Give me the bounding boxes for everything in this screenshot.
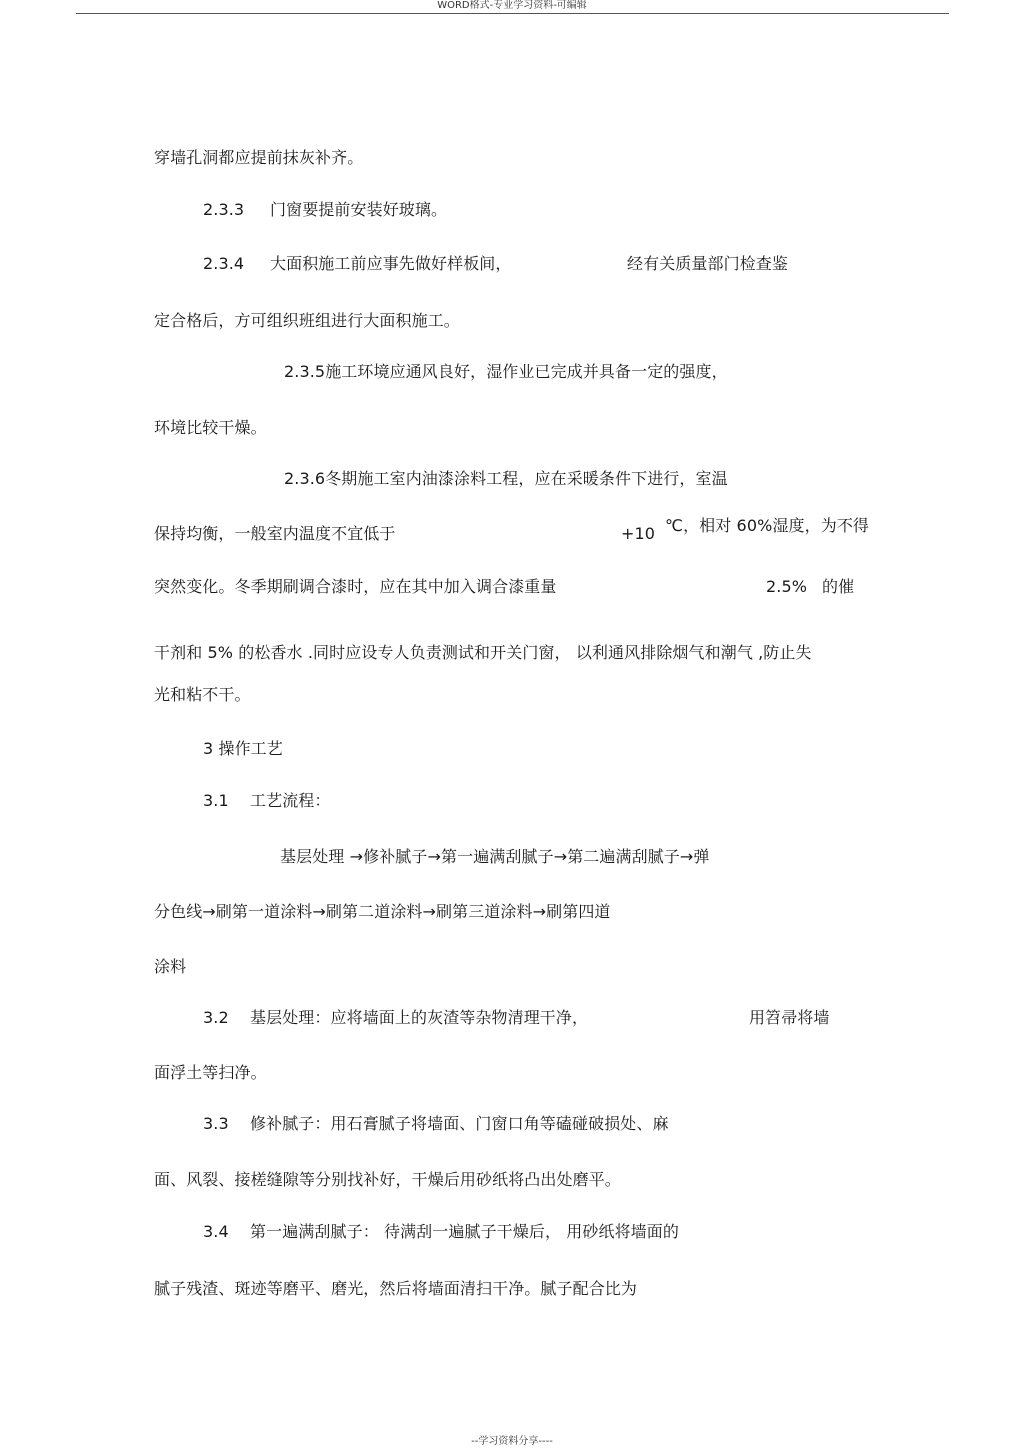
text-line-16: 涂料 (154, 957, 187, 976)
text-line-10: 干剂和 5% 的松香水 .同时应设专人负责测试和开关门窗， 以利通风排除烟气和潮气 ,防止失 (154, 643, 812, 662)
page-footer-text: --学习资料分享---- (471, 1436, 553, 1447)
text-line-8a: 保持均衡，一般室内温度不宜低于 (154, 524, 396, 543)
text-line-19: 修补腻子：用石膏腻子将墙面、门窗口角等磕碰破损处、麻 (250, 1114, 669, 1133)
text-line-15: 分色线→刷第一道涂料→刷第二道涂料→刷第三道涂料→刷第四道 (154, 902, 611, 921)
text-line-9a: 突然变化。冬季期刷调合漆时，应在其中加入调合漆重量 (154, 577, 557, 596)
text-line-4: 定合格后，方可组织班组进行大面积施工。 (154, 311, 460, 330)
text-line-22: 腻子残渣、斑迹等磨平、磨光，然后将墙面清扫干净。腻子配合比为 (154, 1279, 638, 1298)
page-header-text: WORD格式-专业学习资料-可编辑 (437, 0, 587, 11)
text-line-5: 2.3.5施工环境应通风良好，湿作业已完成并具备一定的强度， (284, 362, 728, 381)
section-number-2-3-4: 2.3.4 (203, 254, 245, 273)
header-divider (76, 13, 949, 14)
text-line-9b: 2.5% (766, 577, 808, 596)
text-line-3b: 经有关质量部门检查鉴 (627, 254, 789, 273)
section-number-2-3-3: 2.3.3 (203, 200, 245, 219)
text-line-18: 面浮土等扫净。 (154, 1063, 267, 1082)
text-line-17a: 基层处理：应将墙面上的灰渣等杂物清理干净， (250, 1008, 589, 1027)
text-line-7: 2.3.6冬期施工室内油漆涂料工程，应在采暖条件下进行，室温 (284, 469, 728, 488)
text-line-2: 门窗要提前安装好玻璃。 (270, 200, 448, 219)
text-line-8c: ℃，相对 60%湿度，为不得 (665, 516, 870, 535)
text-line-14: 基层处理 →修补腻子→第一遍满刮腻子→第二遍满刮腻子→弹 (280, 847, 710, 866)
section-number-3-1: 3.1 (203, 791, 229, 810)
section-number-3-4: 3.4 (203, 1222, 229, 1241)
text-line-9c: 的催 (822, 577, 855, 596)
text-line-17b: 用笤帚将墙 (749, 1008, 830, 1027)
text-line-1: 穿墙孔洞都应提前抹灰补齐。 (154, 148, 364, 167)
section-number-3-3: 3.3 (203, 1114, 229, 1133)
text-line-11: 光和粘不干。 (154, 685, 251, 704)
text-line-3a: 大面积施工前应事先做好样板间， (270, 254, 512, 273)
section-heading-3: 3 操作工艺 (203, 739, 283, 758)
section-number-3-2: 3.2 (203, 1008, 229, 1027)
text-line-13: 工艺流程： (250, 791, 331, 810)
text-line-8b: +10 (621, 524, 656, 543)
text-line-20: 面、风裂、接槎缝隙等分别找补好，干燥后用砂纸将凸出处磨平。 (154, 1170, 621, 1189)
text-line-6: 环境比较干燥。 (154, 418, 267, 437)
text-line-21: 第一遍满刮腻子： 待满刮一遍腻子干燥后， 用砂纸将墙面的 (250, 1222, 679, 1241)
